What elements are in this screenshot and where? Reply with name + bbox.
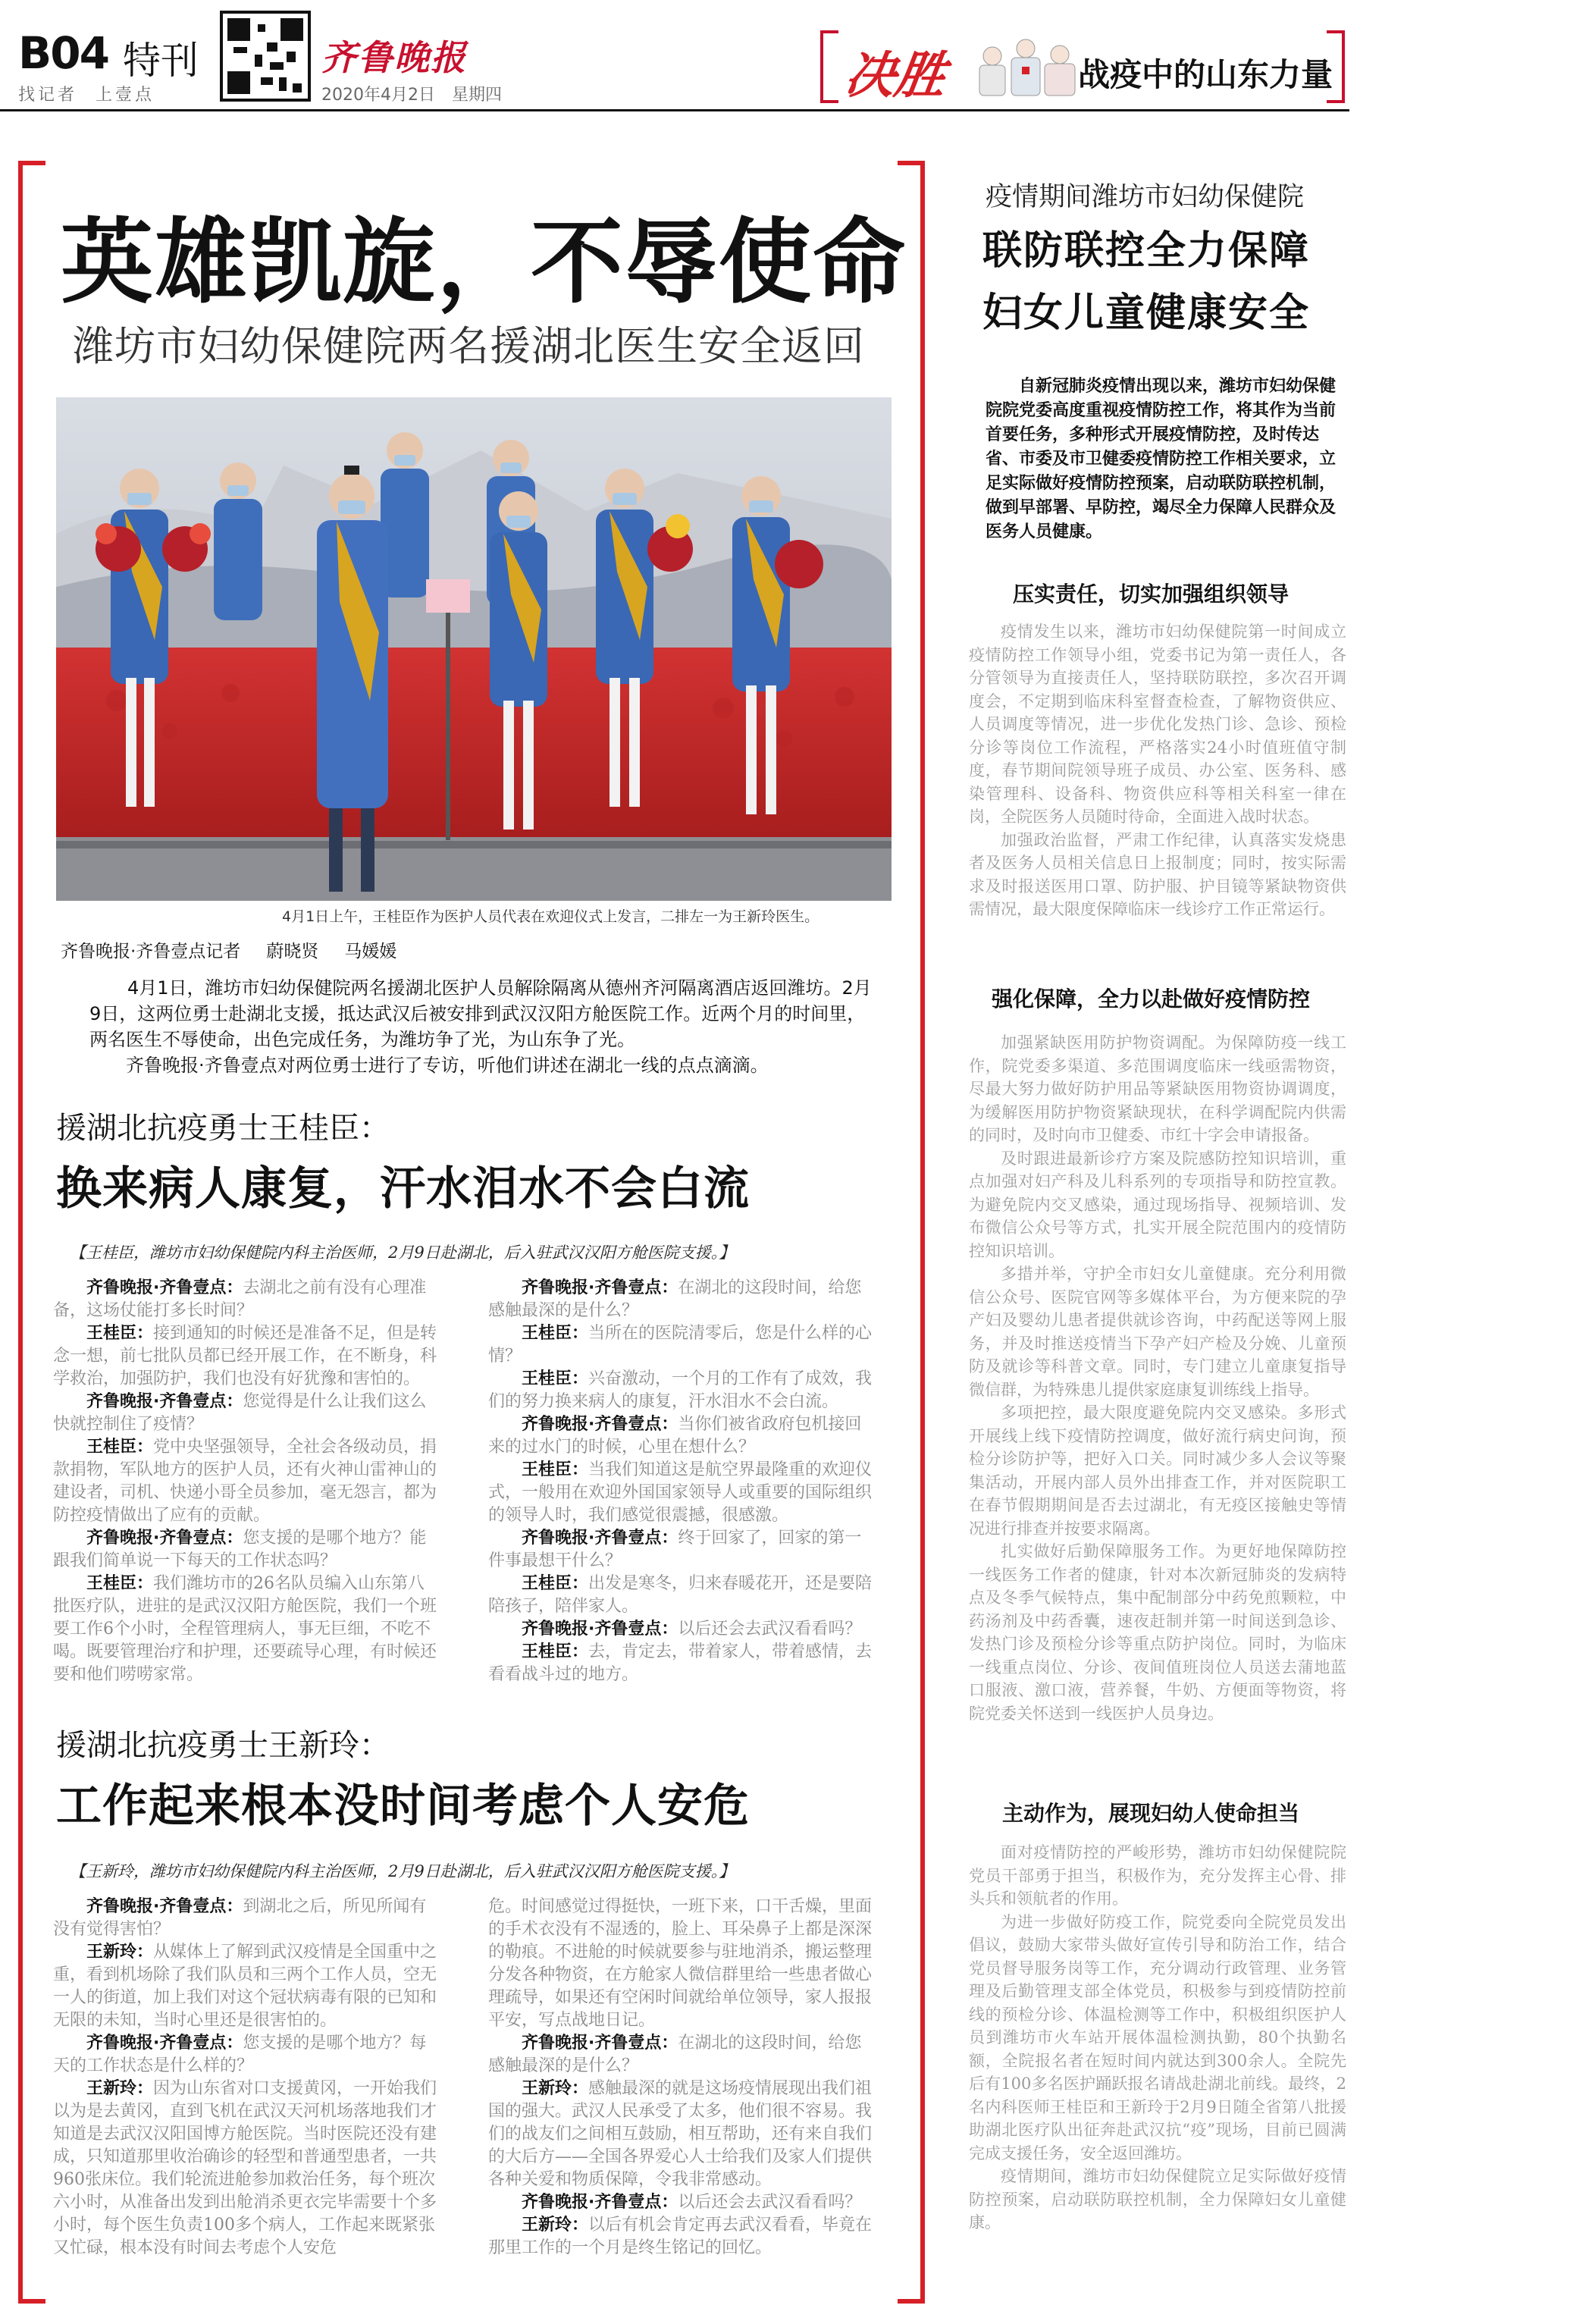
qa-speaker: 王桂臣： bbox=[522, 1642, 589, 1661]
qa-speaker: 王桂臣： bbox=[522, 1460, 589, 1479]
right-section-heading: 主动作为，展现妇幼人使命担当 bbox=[1001, 1801, 1299, 1826]
byline bbox=[61, 937, 422, 962]
qa-speaker: 王新玲： bbox=[86, 1943, 154, 1962]
qa-speaker: 齐鲁晚报·齐鲁壹点： bbox=[522, 1529, 678, 1548]
qa-text: 出发是寒冬，归来春暖花开，还是要陪陪孩子，陪伴家人。 bbox=[488, 1574, 873, 1616]
section-name: 特刊 bbox=[123, 39, 199, 83]
page-code: B04 bbox=[18, 27, 108, 79]
body-paragraph: 多项把控，最大限度避免院内交叉感染。多形式开展线上线下疫情防控调度，做好流行病史问询，预检分诊防护等，把好入口关。同时减少多人会议等聚集活动，开展内部人员外出排查工作，并对医院职工在春节假期期间是否去过湖北，有无疫区接触史等情况进行排查并按要求隔离。 bbox=[969, 1403, 1346, 1538]
weekday: 星期四 bbox=[451, 86, 502, 105]
right-lead-paragraph: 自新冠肺炎疫情出现以来，潍坊市妇幼保健院院党委高度重视疫情防控工作，将其作为当前首要任务，多种形式开展疫情防控，及时传达省、市委及市卫健委疫情防控工作相关要求，立足实际做好疫情防控预案，启动联防联控机制，做到早部署、早防控，竭尽全力保障人民群众及医务人员健康。 bbox=[986, 377, 1337, 541]
right-section-body bbox=[969, 1841, 1346, 2235]
header-rule bbox=[0, 109, 1349, 111]
qa-speaker: 齐鲁晚报·齐鲁壹点： bbox=[522, 1415, 678, 1434]
lead-headline: 英雄凯旋，不辱使命 bbox=[61, 209, 907, 316]
qa-paragraph bbox=[488, 1618, 875, 1641]
qa-paragraph bbox=[53, 1322, 440, 1391]
lead-intro bbox=[89, 975, 878, 1078]
right-section-body bbox=[969, 1031, 1346, 1725]
qa-speaker: 王桂臣： bbox=[522, 1324, 589, 1343]
qa-text: 兴奋激动，一个月的工作有了成效，我们的努力换来病人的康复，汗水泪水不会白流。 bbox=[488, 1369, 873, 1411]
qa-paragraph bbox=[488, 1573, 875, 1618]
body-paragraph: 疫情期间，潍坊市妇幼保健院立足实际做好疫情防控预案，启动联防联控机制，全力保障妇女儿童健康。 bbox=[969, 2167, 1346, 2231]
qa-paragraph bbox=[488, 1413, 875, 1459]
qa-paragraph bbox=[53, 1277, 440, 1322]
qa-text: 您支援的是哪个地方？能跟我们简单说一下每天的工作状态吗？ bbox=[53, 1529, 427, 1570]
qa-speaker: 齐鲁晚报·齐鲁壹点： bbox=[86, 1392, 243, 1411]
byline-outlet: 齐鲁晚报·齐鲁壹点记者 bbox=[61, 942, 241, 961]
right-kicker: 疫情期间潍坊市妇幼保健院 bbox=[986, 182, 1305, 212]
right-section-heading: 压实责任，切实加强组织领导 bbox=[1012, 582, 1289, 607]
masthead-logo: 齐鲁晚报 bbox=[321, 37, 467, 78]
qa-text: 在湖北的这段时间，给您感触最深的是什么？ bbox=[488, 2034, 862, 2075]
qa-paragraph bbox=[488, 1896, 875, 2032]
right-lead bbox=[986, 375, 1342, 544]
column-badge bbox=[820, 23, 1345, 111]
story2-column-1 bbox=[53, 1896, 440, 2260]
qa-speaker: 齐鲁晚报·齐鲁壹点： bbox=[86, 1897, 243, 1916]
qa-speaker: 王桂臣： bbox=[86, 1438, 154, 1457]
qa-text: 感触最深的就是这场疫情展现出我们祖国的强大。武汉人民承受了太多，他们很不容易。我们的战友们之间相互鼓励，相互帮助，还有来自我们的大后方——全国各界爱心人士给我们及家人们提供各种关爱和物质保障，令我非常感动。 bbox=[488, 2079, 873, 2189]
qa-text: 终于回家了，回家的第一件事最想干什么？ bbox=[488, 1529, 862, 1570]
qa-text: 当所在的医院清零后，您是什么样的心情？ bbox=[488, 1324, 873, 1366]
date: 2020年4月2日 bbox=[321, 86, 435, 105]
badge-red-text: 决胜 bbox=[841, 45, 950, 105]
qa-text: 以后有机会肯定再去武汉看看，毕竟在那里工作的一个月是终生铭记的回忆。 bbox=[488, 2216, 873, 2257]
bracket-left bbox=[820, 30, 838, 103]
slogan: 找记者 bbox=[18, 86, 78, 105]
qa-paragraph bbox=[488, 1368, 875, 1413]
story2-headline: 工作起来根本没时间考虑个人安危 bbox=[56, 1780, 750, 1833]
qa-text: 我们潍坊市的26名队员编入山东第八批医疗队，进驻的是武汉汉阳方舱医院，我们一个班要工作6个小时，全程管理病人，事无巨细，不吃不喝。既要管理治疗和护理，还要疏导心理，有时候还要和他们唠唠家常。 bbox=[53, 1574, 437, 1684]
body-paragraph: 及时跟进最新诊疗方案及院感防控知识培训，重点加强对妇产科及儿科系列的专项指导和防控宣教。为避免院内交叉感染，通过现场指导、视频培训、发布微信公众号等方式，扎实开展全院范围内的疫情防控知识培训。 bbox=[969, 1149, 1346, 1260]
qa-text: 因为山东省对口支援黄冈，一开始我们以为是去黄冈，直到飞机在武汉天河机场落地我们才知道是去武汉汉阳国博方舱医院。当时医院还没有建成，只知道那里收治确诊的轻型和普通型患者，一共960张床位。我们轮流进舱参加救治任务，每个班次六小时，从准备出发到出舱消杀更衣完毕需要十个多小时，每个医生负责100多个病人，工作起来既紧张又忙碌，根本没有时间去考虑个人安危 bbox=[53, 2079, 437, 2257]
qa-paragraph bbox=[53, 1527, 440, 1573]
qa-speaker: 齐鲁晚报·齐鲁壹点： bbox=[522, 2193, 678, 2212]
right-section-body bbox=[969, 620, 1346, 921]
story1-headline: 换来病人康复，汗水泪水不会白流 bbox=[56, 1162, 750, 1215]
story1-profile-note: 【王桂臣，潍坊市妇幼保健院内科主治医师，2月9日赴湖北，后入驻武汉汉阳方舱医院支援。】 bbox=[70, 1244, 735, 1262]
story2-profile-note: 【王新玲，潍坊市妇幼保健院内科主治医师，2月9日赴湖北，后入驻武汉汉阳方舱医院支援。】 bbox=[70, 1862, 735, 1880]
slogan: 上壹点 bbox=[96, 86, 155, 105]
qa-paragraph bbox=[488, 2191, 875, 2214]
qa-speaker: 齐鲁晚报·齐鲁壹点： bbox=[522, 1620, 678, 1639]
qa-paragraph bbox=[53, 1896, 440, 1941]
qa-paragraph bbox=[53, 2032, 440, 2078]
body-paragraph: 扎实做好后勤保障服务工作。为更好地保障防控一线医务工作者的健康，针对本次新冠肺炎的发病特点及冬季气候特点，集中配制部分中药免煎颗粒，中药汤剂及中药香囊，速夜赶制并第一时间送到急诊、发热门诊及预检分诊等重点防护岗位。同时，为临床一线重点岗位、分诊、夜间值班岗位人员送去蒲地蓝口服液、激口液，营养餐，牛奶、方便面等物资，将院党委关怀送到一线医护人员身边。 bbox=[969, 1542, 1346, 1723]
qa-text: 党中央坚强领导，全社会各级动员，捐款捐物，军队地方的医护人员，还有火神山雷神山的建设者，司机、快递小哥全员参加，毫无怨言，都为防控疫情做出了应有的贡献。 bbox=[53, 1438, 437, 1525]
qa-speaker: 齐鲁晚报·齐鲁壹点： bbox=[86, 2034, 243, 2053]
body-paragraph: 加强政治监督，严肃工作纪律，认真落实发烧患者及医务人员相关信息日上报制度；同时，按实际需求及时报送医用口罩、防护服、护目镜等紧缺物资供需情况，最大限度保障临床一线诊疗工作正常运行。 bbox=[969, 830, 1346, 918]
photo-caption: 4月1日上午，王桂臣作为医护人员代表在欢迎仪式上发言，二排左一为王新玲医生。 bbox=[282, 908, 819, 925]
medical-team-illustration-icon bbox=[972, 35, 1086, 100]
qa-paragraph bbox=[488, 1459, 875, 1527]
header-slogans bbox=[18, 82, 173, 105]
qa-paragraph bbox=[488, 1527, 875, 1573]
issue-date bbox=[321, 82, 519, 105]
right-section-heading: 强化保障，全力以赴做好疫情防控 bbox=[991, 986, 1310, 1011]
qa-speaker: 王新玲： bbox=[522, 2216, 589, 2235]
qa-paragraph bbox=[53, 1436, 440, 1527]
qa-text: 接到通知的时候还是准备不足，但是转念一想，前七批队员都已经开展工作，在不断身，科学救治，加强防护，我们也没有好犹豫和害怕的。 bbox=[53, 1324, 437, 1388]
body-paragraph: 多措并举，守护全市妇女儿童健康。充分利用微信公众号、医院官网等多媒体平台，为方便来院的孕产妇及婴幼儿患者提供就诊咨询，中药配送等网上服务，并及时推送疫情当下孕产妇产检及分娩、儿童预防及就诊等科普文章。同时，专门建立儿童康复指导微信群，为特殊患儿提供家庭康复训练线上指导。 bbox=[969, 1265, 1346, 1399]
qa-speaker: 王桂臣： bbox=[522, 1369, 589, 1388]
story1-column-1 bbox=[53, 1277, 440, 1686]
intro-paragraph: 齐鲁晚报·齐鲁壹点对两位勇士进行了专访，听他们讲述在湖北一线的点点滴滴。 bbox=[126, 1055, 769, 1076]
body-paragraph: 加强紧缺医用防护物资调配。为保障防疫一线工作，院党委多渠道、多范围调度临床一线亟需物资，尽最大努力做好防护用品等紧缺医用物资协调调度，为缓解医用防护物资紧缺现状，在科学调配院内供需的同时，及时向市卫健委、市红十字会申请报备。 bbox=[969, 1033, 1346, 1144]
qa-speaker: 齐鲁晚报·齐鲁壹点： bbox=[86, 1529, 243, 1548]
qa-speaker: 王桂臣： bbox=[86, 1324, 154, 1343]
qa-text: 从媒体上了解到武汉疫情是全国重中之重，看到机场除了我们队员和三两个工作人员，空无一人的街道，加上我们对这个冠状病毒有限的已知和无限的未知，当时心里还是很害怕的。 bbox=[53, 1943, 437, 2030]
story1-column-2 bbox=[488, 1277, 875, 1686]
qa-speaker: 王桂臣： bbox=[86, 1574, 154, 1593]
right-headline-line: 妇女儿童健康安全 bbox=[982, 290, 1311, 336]
qa-speaker: 王桂臣： bbox=[522, 1574, 589, 1593]
badge-subtitle: 战疫中的山东力量 bbox=[1078, 56, 1333, 93]
body-paragraph: 为进一步做好防疫工作，院党委向全院党员发出倡议，鼓励大家带头做好宣传引导和防治工作，结合党员督导服务岗等工作，充分调动行政管理、业务管理及后勤管理支部全体党员，积极参与到疫情防控前线的预检分诊、体温检测等工作中，积极组织医护人员到潍坊市火车站开展体温检测执勤，80个执勤名额，全院报名者在短时间内就达到300余人。全院先后有100多名医护踊跃报名请战赴湖北前线。最终，2名内科医师王桂臣和王新玲于2月9日随全省第八批援助湖北医疗队出征奔赴武汉抗“疫”现场，目前已圆满完成支援任务，安全返回潍坊。 bbox=[969, 1912, 1346, 2162]
intro-paragraph: 4月1日，潍坊市妇幼保健院两名援湖北医护人员解除隔离从德州齐河隔离酒店返回潍坊。2月9日，这两位勇士赴湖北支援，抵达武汉后被安排到武汉汉阳方舱医院工作。近两个月的时间里，两名医生不辱使命，出色完成任务，为潍坊争了光，为山东争了光。 bbox=[89, 977, 872, 1050]
qa-speaker: 齐鲁晚报·齐鲁壹点： bbox=[522, 2034, 678, 2053]
qa-paragraph bbox=[488, 1641, 875, 1686]
qr-code-icon bbox=[220, 11, 311, 102]
story2-column-2 bbox=[488, 1896, 875, 2260]
byline-reporter: 马媛媛 bbox=[344, 942, 397, 961]
story2-kicker: 援湖北抗疫勇士王新玲： bbox=[56, 1728, 390, 1763]
qa-text: 到湖北之后，所见所闻有没有觉得害怕？ bbox=[53, 1897, 427, 1939]
qa-paragraph bbox=[488, 1322, 875, 1368]
qa-paragraph bbox=[488, 2078, 875, 2191]
qa-paragraph bbox=[488, 1277, 875, 1322]
qa-text: 当我们知道这是航空界最隆重的欢迎仪式，一般用在欢迎外国国家领导人或重要的国际组织的领导人时，我们感觉很震撼，很感激。 bbox=[488, 1460, 873, 1525]
qa-text: 当你们被省政府包机接回来的过水门的时候，心里在想什么？ bbox=[488, 1415, 862, 1457]
qa-text: 去湖北之前有没有心理准备，这场仗能打多长时间？ bbox=[53, 1278, 427, 1320]
qa-text: 在湖北的这段时间，给您感触最深的是什么？ bbox=[488, 1278, 862, 1320]
qa-text: 去，肯定去，带着家人，带着感情，去看看战斗过的地方。 bbox=[488, 1642, 873, 1684]
byline-reporter: 蔚晓贤 bbox=[266, 942, 319, 961]
body-paragraph: 面对疫情防控的严峻形势，潍坊市妇幼保健院院党员干部勇于担当，积极作为，充分发挥主心骨、排头兵和领航者的作用。 bbox=[969, 1843, 1346, 1908]
story1-kicker: 援湖北抗疫勇士王桂臣： bbox=[56, 1111, 390, 1146]
qa-paragraph bbox=[53, 1941, 440, 2032]
qa-paragraph bbox=[53, 1391, 440, 1436]
qa-paragraph bbox=[488, 2032, 875, 2078]
qa-paragraph bbox=[488, 2214, 875, 2260]
qa-text: 您觉得是什么让我们这么快就控制住了疫情？ bbox=[53, 1392, 427, 1434]
body-paragraph: 疫情发生以来，潍坊市妇幼保健院第一时间成立疫情防控工作领导小组，党委书记为第一责任人，各分管领导为直接责任人，坚持联防联控，多次召开调度会，不定期到临床科室督查检查，了解物资供应、人员调度等情况，进一步优化发热门诊、急诊、预检分诊等岗位工作流程，严格落实24小时值班值守制度，春节期间院领导班子成员、办公室、医务科、感染管理科、设备科、物资供应科等相关科室一律在岗，全院医务人员随时待命，全面进入战时状态。 bbox=[969, 623, 1346, 826]
qa-paragraph bbox=[53, 1573, 440, 1686]
qa-text: 以后还会去武汉看看吗？ bbox=[678, 1620, 862, 1639]
qa-text: 危。时间感觉过得挺快，一班下来，口干舌燥，里面的手术衣没有不湿透的，脸上、耳朵鼻子上都是深深的勒痕。不进舱的时候就要参与驻地消杀，搬运整理分发各种物资，在方舱家人微信群里给一些患者做心理疏导，如果还有空闲时间就给单位领导，家人报报平安，写点战地日记。 bbox=[488, 1897, 873, 2030]
qa-speaker: 王新玲： bbox=[86, 2079, 154, 2098]
qa-text: 您支援的是哪个地方？每天的工作状态是什么样的？ bbox=[53, 2034, 427, 2075]
qa-speaker: 齐鲁晚报·齐鲁壹点： bbox=[86, 1278, 243, 1297]
qa-paragraph bbox=[53, 2078, 440, 2260]
lead-subheadline: 潍坊市妇幼保健院两名援湖北医生安全返回 bbox=[73, 322, 865, 370]
ceremony-photo bbox=[56, 397, 892, 901]
right-headline-line: 联防联控全力保障 bbox=[982, 228, 1311, 274]
qa-speaker: 齐鲁晚报·齐鲁壹点： bbox=[522, 1278, 678, 1297]
qa-speaker: 王新玲： bbox=[522, 2079, 589, 2098]
qa-text: 以后还会去武汉看看吗？ bbox=[678, 2193, 862, 2212]
